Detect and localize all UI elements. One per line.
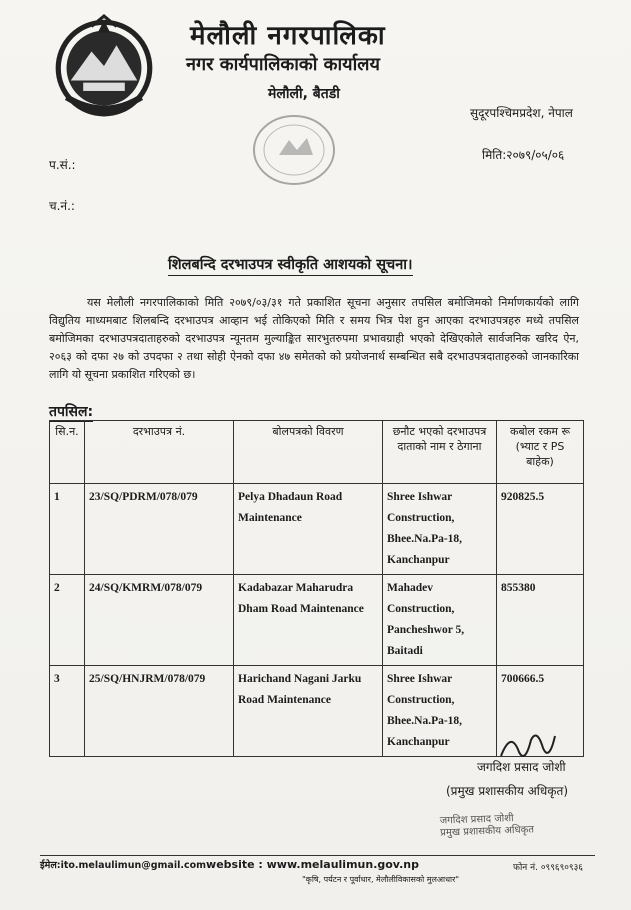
office-subtitle: नगर कार्यपालिकाको कार्यालय: [186, 54, 380, 75]
col-header-sn: सि.न.: [50, 421, 85, 484]
cell-amount: 700666.5: [497, 666, 584, 757]
tapsil-label: तपसिल:: [49, 404, 94, 420]
footer-email: ईमेल:ito.melaulimun@gmail.com: [40, 860, 207, 871]
stamp-title: प्रमुख प्रशासकीय अधिकृत: [440, 824, 535, 839]
stamp-name: जगदिश प्रसाद जोशी: [439, 813, 514, 827]
cell-bid-number: 25/SQ/HNJRM/078/079: [85, 666, 234, 757]
signatory-title: (प्रमुख प्रशासकीय अधिकृत): [446, 784, 569, 798]
cell-description: Harichand Nagani Jarku Road Maintenance: [234, 666, 383, 757]
col-header-bid-number: दरभाउपत्र नं.: [85, 421, 234, 484]
footer-motto: "कृषि, पर्यटन र पूर्वाधार, मेलौलीविकासको मुलआधार": [302, 875, 460, 884]
cell-bid-number: 24/SQ/KMRM/078/079: [85, 575, 234, 666]
footer-website: website : www.melaulimun.gov.np: [206, 858, 419, 871]
province-label: सुदूरपश्चिमप्रदेश, नेपाल: [470, 106, 573, 120]
notice-body: यस मेलौली नगरपालिकाको मिति २०७९/०३/३१ गते प्रकाशित सूचना अनुसार तपसिल बमोजिमको निर्माणकार्यको लागि विद्युतिय माध्यमबाट शिलबन्दि दरभाउपत्र आव्हान भई तोकिएको मिति र समय भित्र पेश हुन आएका दरभाउपत्रहरु मध्ये तपसिल बमोजिमका दरभाउपत्रदाताहरुको दरभाउपत्र न्यूनतम मुल्याङ्कित सारभुतरुपमा प्रभावग्राही भएको देखिएकोले सार्वजनिक खरिद ऐन, २०६३ को दफा २७ को उपदफा २ तथा सोही ऐनको दफा ४७ समेतको को प्रयोजनार्थ सम्बन्धित सबै दरभाउपत्रदाताहरुको जानकारिका लागि यो सूचना प्रकाशित गरिएको छ।: [49, 296, 579, 381]
footer-contact: [40, 858, 419, 871]
cell-sn: 1: [50, 484, 85, 575]
cell-amount: 855380: [497, 575, 584, 666]
table-row: [50, 484, 584, 575]
col-header-bidder: छनौट भएको दरभाउपत्र दाताको नाम र ठेगाना: [383, 421, 497, 484]
cell-description: Pelya Dhadaun Road Maintenance: [234, 484, 383, 575]
office-round-stamp: [248, 110, 340, 190]
table-row: [50, 575, 584, 666]
cell-description: Kadabazar Maharudra Dham Road Maintenance: [234, 575, 383, 666]
col-header-amount: कबोल रकम रू (भ्याट र PS बाहेक): [497, 421, 584, 484]
bid-table: [49, 420, 584, 757]
footer-phone: फोन नं. ०९९६९०९३६: [513, 863, 583, 873]
signatory-name: जगदिश प्रसाद जोशी: [477, 760, 566, 774]
letter-date: मिति:२०७९/०५/०६: [482, 148, 565, 162]
municipality-emblem-logo: [52, 14, 156, 118]
col-header-description: बोलपत्रको विवरण: [234, 421, 383, 484]
footer-divider: [40, 855, 595, 856]
cell-sn: 2: [50, 575, 85, 666]
letter-ps-number: प.सं.:: [49, 158, 76, 172]
notice-subject: शिलबन्दि दरभाउपत्र स्वीकृति आशयको सूचना।: [168, 254, 413, 276]
cell-bidder: Shree Ishwar Construction, Bhee.Na.Pa-18, Kanchanpur: [383, 666, 497, 757]
cell-amount: 920825.5: [497, 484, 584, 575]
office-location: मेलौली, बैतडी: [268, 86, 340, 102]
office-name: मेलौली नगरपालिका: [190, 21, 386, 51]
letter-cn-number: च.नं.:: [49, 199, 75, 213]
cell-bid-number: 23/SQ/PDRM/078/079: [85, 484, 234, 575]
table-header-row: [50, 421, 584, 484]
cell-bidder: Mahadev Construction, Pancheshwor 5, Baitadi: [383, 575, 497, 666]
cell-bidder: Shree Ishwar Construction, Bhee.Na.Pa-18, Kanchanpur: [383, 484, 497, 575]
name-stamp: [440, 812, 535, 839]
cell-sn: 3: [50, 666, 85, 757]
